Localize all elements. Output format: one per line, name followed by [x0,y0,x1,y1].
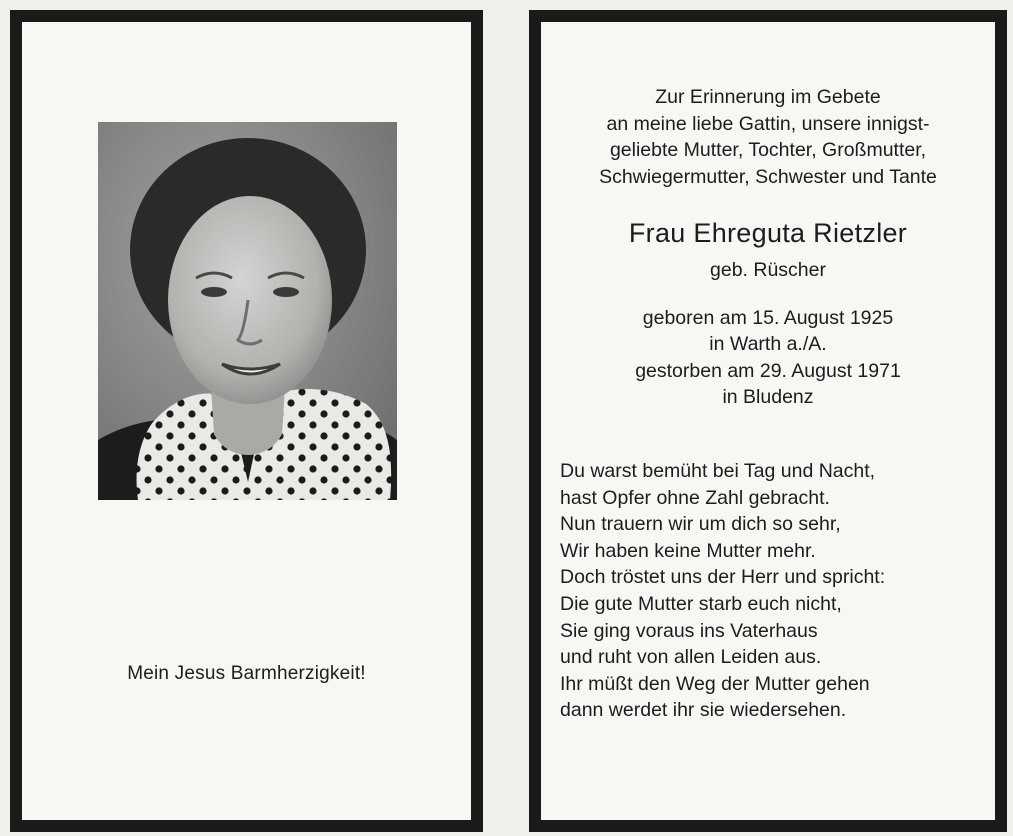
poem-line: Nun trauern wir um dich so sehr, [560,513,841,536]
poem-line: Wir haben keine Mutter mehr. [560,539,816,562]
motto-text: Mein Jesus Barmherzigkeit! [127,663,366,684]
date-line: gestorben am 29. August 1971 [635,359,901,382]
poem-line: Die gute Mutter starb euch nicht, [560,592,842,615]
date-line: geboren am 15. August 1925 [642,307,894,329]
poem-line: Doch tröstet uns der Herr und spricht: [560,566,886,589]
poem-line: hast Opfer ohne Zahl gebracht. [560,486,830,509]
poem-line: dann werdet ihr sie wiedersehen. [560,699,847,722]
portrait-photo [98,122,397,500]
poem-line: Du warst bemüht bei Tag und Nacht, [560,460,876,482]
poem-line: Ihr müßt den Weg der Mutter gehen [560,672,870,695]
intro-line: Schwiegermutter, Schwester und Tante [599,165,937,188]
deceased-name: Frau Ehreguta Rietzler [628,218,908,248]
right-card [529,10,1007,832]
memorial-poem [560,458,885,724]
date-line: in Bludenz [722,385,814,408]
poem-line: Sie ging voraus ins Vaterhaus [560,619,818,642]
portrait-image [98,122,397,500]
poem-line: und ruht von allen Leiden aus. [560,646,822,669]
intro-line: an meine liebe Gattin, unsere innigst- [606,112,930,135]
intro-line: Zur Erinnerung im Gebete [655,86,881,108]
life-dates [541,305,995,410]
intro-text [541,84,995,190]
left-card [10,10,483,832]
intro-line: geliebte Mutter, Tochter, Großmutter, [609,139,927,161]
maiden-name: geb. Rüscher [710,259,826,281]
date-line: in Warth a./A. [709,333,827,356]
